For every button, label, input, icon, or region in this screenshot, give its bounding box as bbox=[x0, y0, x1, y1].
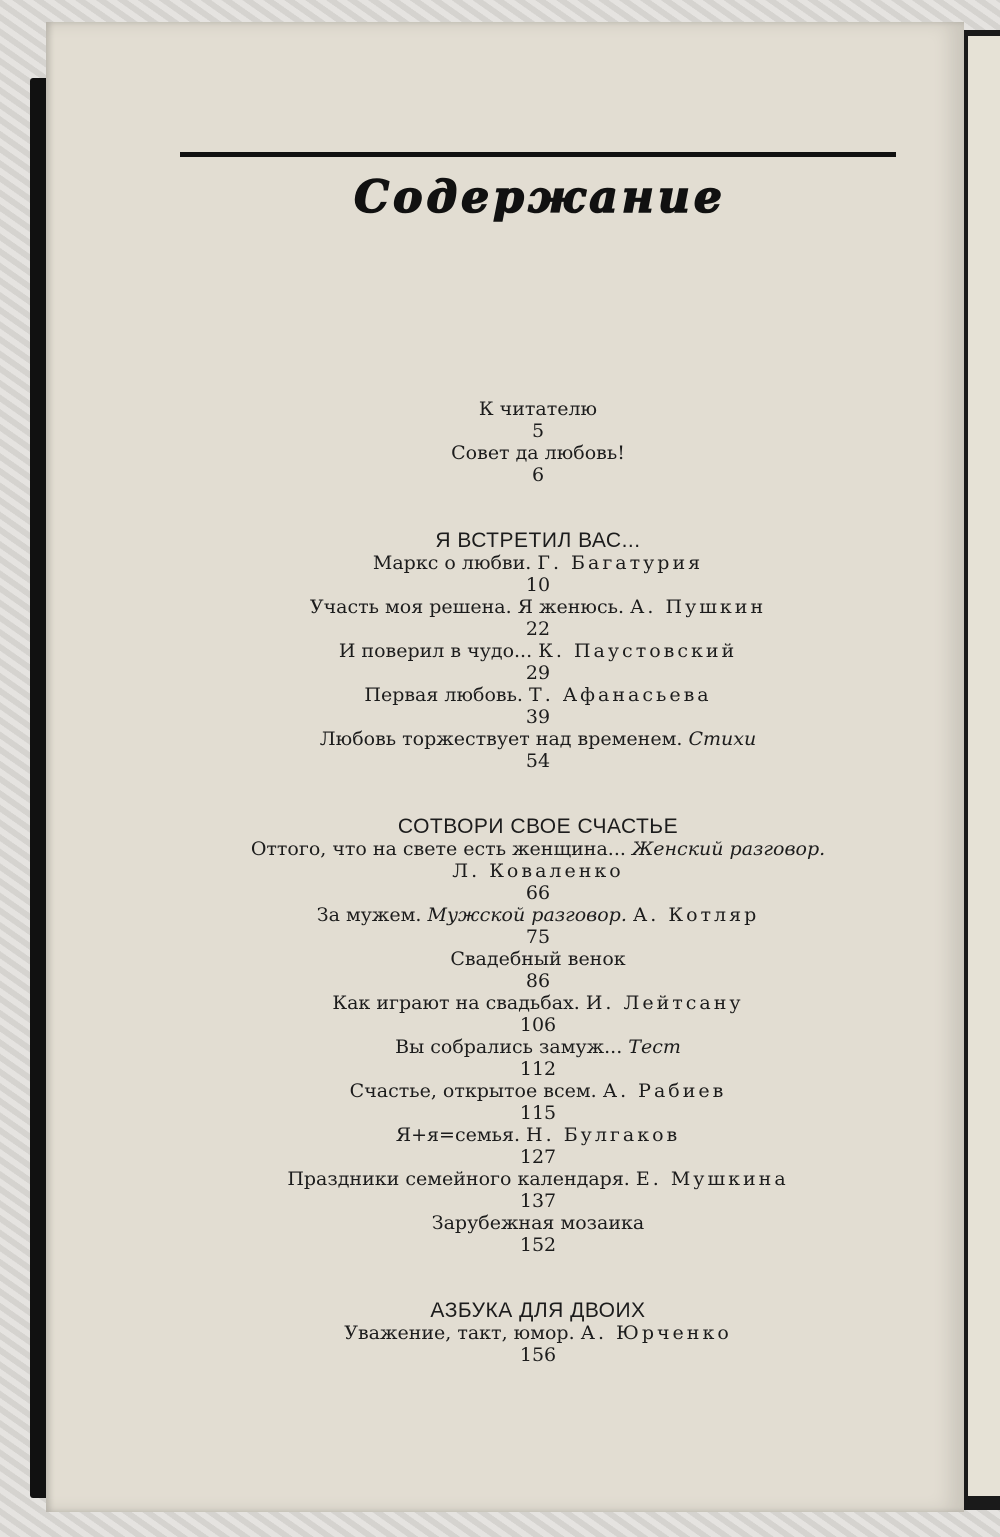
toc-entry: Оттого, что на свете есть женщина... Женский разговор. bbox=[250, 838, 826, 860]
toc-page-number: 106 bbox=[519, 1014, 557, 1036]
intro-block bbox=[180, 398, 896, 486]
toc-entry: Вы собрались замуж... Тест bbox=[395, 1036, 681, 1058]
toc-page-number: 6 bbox=[531, 464, 545, 486]
toc-page-number: 66 bbox=[525, 882, 551, 904]
toc-entry: Участь моя решена. Я женюсь. А. Пушкин bbox=[309, 596, 767, 618]
toc-entry-note: Мужской разговор. bbox=[427, 904, 627, 926]
toc-entry-note: Тест bbox=[628, 1036, 681, 1058]
toc-page-number: 86 bbox=[525, 970, 551, 992]
toc-entry-author: Н. Булгаков bbox=[526, 1124, 681, 1146]
toc-entry-title: К читателю bbox=[478, 398, 598, 420]
toc-entry-author: А. Котляр bbox=[632, 904, 760, 926]
toc-entry-author: Т. Афанасьева bbox=[529, 684, 712, 706]
toc-entry: Любовь торжествует над временем. Стихи bbox=[319, 728, 757, 750]
toc-entry-author: А. Юрченко bbox=[580, 1322, 732, 1344]
toc-entry-author: А. Рабиев bbox=[602, 1080, 727, 1102]
toc-page-number: 5 bbox=[531, 420, 545, 442]
top-rule bbox=[180, 152, 896, 157]
section-1 bbox=[180, 530, 896, 772]
toc-entry-note: Женский разговор. bbox=[631, 838, 826, 860]
toc-page-number: 75 bbox=[525, 926, 551, 948]
toc-entry: Маркс о любви. Г. Багатурия bbox=[372, 552, 704, 574]
toc-entry: Счастье, открытое всем. А. Рабиев bbox=[349, 1080, 727, 1102]
toc-entry: Уважение, такт, юмор. А. Юрченко bbox=[344, 1322, 732, 1344]
toc-page-number: 152 bbox=[519, 1234, 557, 1256]
section-3 bbox=[180, 1300, 896, 1366]
toc-entry-note: Стихи bbox=[688, 728, 757, 750]
section-2 bbox=[180, 816, 896, 1256]
toc-entry-author: И. Лейтсану bbox=[585, 992, 744, 1014]
toc-page-number: 112 bbox=[519, 1058, 557, 1080]
toc-entry-title: Совет да любовь! bbox=[451, 442, 625, 464]
toc-entry: Я+я=семья. Н. Булгаков bbox=[395, 1124, 681, 1146]
contents-heading-text: Содержание bbox=[354, 172, 726, 223]
toc-page-number: 10 bbox=[525, 574, 551, 596]
contents-heading bbox=[320, 168, 760, 228]
toc-page-number: 22 bbox=[525, 618, 551, 640]
table-of-contents bbox=[180, 398, 896, 1366]
toc-page-number: 29 bbox=[525, 662, 551, 684]
section-title: Я ВСТРЕТИЛ ВАС... bbox=[435, 529, 641, 552]
toc-entry: И поверил в чудо... К. Паустовский bbox=[338, 640, 738, 662]
toc-entry: За мужем. Мужской разговор. А. Котляр bbox=[316, 904, 760, 926]
section-title: АЗБУКА ДЛЯ ДВОИХ bbox=[430, 1299, 646, 1322]
toc-page-number: 156 bbox=[519, 1344, 557, 1366]
toc-entry-title: Свадебный венок bbox=[450, 948, 626, 970]
toc-page-number: 54 bbox=[525, 750, 551, 772]
toc-page-number: 137 bbox=[519, 1190, 557, 1212]
toc-entry: Первая любовь. Т. Афанасьева bbox=[364, 684, 712, 706]
toc-page-number: 127 bbox=[519, 1146, 557, 1168]
next-page-edge bbox=[968, 36, 1000, 1496]
toc-entry: Как играют на свадьбах. И. Лейтсану bbox=[332, 992, 744, 1014]
toc-entry-author: К. Паустовский bbox=[538, 640, 738, 662]
toc-entry-title: Зарубежная мозаика bbox=[431, 1212, 645, 1234]
toc-page-number: 115 bbox=[519, 1102, 557, 1124]
toc-page-number: 39 bbox=[525, 706, 551, 728]
toc-entry-author: Л. Коваленко bbox=[452, 860, 624, 882]
toc-entry-author: Е. Мушкина bbox=[635, 1168, 789, 1190]
toc-entry: Праздники семейного календаря. Е. Мушкина bbox=[287, 1168, 789, 1190]
section-title: СОТВОРИ СВОЕ СЧАСТЬЕ bbox=[397, 815, 679, 838]
toc-entry-author: А. Пушкин bbox=[630, 596, 767, 618]
toc-entry-author: Г. Багатурия bbox=[537, 552, 704, 574]
